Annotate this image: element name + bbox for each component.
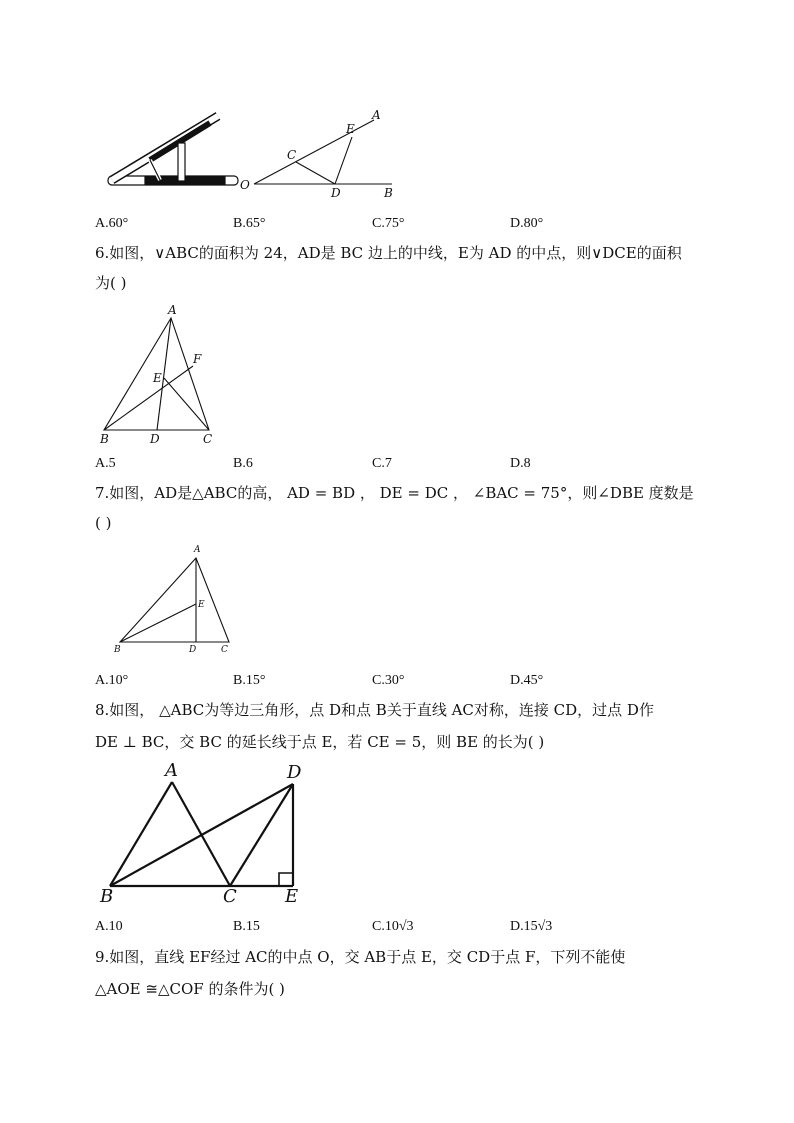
- q6-label-f: F: [193, 352, 202, 366]
- q7-label-e: E: [198, 600, 205, 610]
- q5-label-a: A: [372, 108, 381, 122]
- q6-label-b: B: [100, 432, 109, 446]
- q6-option-b[interactable]: B.6: [233, 456, 253, 471]
- q8-option-d[interactable]: D.15√3: [510, 919, 553, 934]
- q8-option-c[interactable]: C.10√3: [372, 919, 414, 934]
- q5-label-e: E: [346, 122, 355, 136]
- q8-option-b[interactable]: B.15: [233, 919, 260, 934]
- q6-stem-line1: 6.如图，∨ABC的面积为 24，AD是 BC 边上的中线，E为 AD 的中点，则∨DCE的面积: [95, 244, 682, 262]
- q7-option-b[interactable]: B.15°: [233, 673, 266, 688]
- q8-label-e: E: [285, 886, 299, 907]
- q8-label-a: A: [165, 760, 178, 781]
- q7-label-d: D: [189, 645, 197, 655]
- q7-option-a[interactable]: A.10°: [95, 673, 129, 688]
- q6-label-d: D: [150, 432, 160, 446]
- q6-option-a[interactable]: A.5: [95, 456, 116, 471]
- q7-stem-line2: ( ): [95, 514, 112, 532]
- q6-label-c: C: [203, 432, 213, 446]
- q5-option-c[interactable]: C.75°: [372, 216, 405, 231]
- q7-label-a: A: [194, 545, 201, 555]
- q8-option-a[interactable]: A.10: [95, 919, 123, 934]
- q6-stem-line2: 为( ): [95, 274, 127, 292]
- q7-option-d[interactable]: D.45°: [510, 673, 544, 688]
- q9-stem-line1: 9.如图，直线 EF经过 AC的中点 O，交 AB于点 E，交 CD于点 F，下列不能使: [95, 948, 626, 966]
- q6-option-c[interactable]: C.7: [372, 456, 392, 471]
- q5-option-d[interactable]: D.80°: [510, 216, 544, 231]
- q8-stem-line1: 8.如图， △ABC为等边三角形，点 D和点 B关于直线 AC对称，连接 CD，过点 D作: [95, 701, 654, 719]
- q8-stem-line2: DE ⊥ BC，交 BC 的延长线于点 E，若 CE = 5，则 BE 的长为( ): [95, 733, 545, 751]
- q7-option-c[interactable]: C.30°: [372, 673, 405, 688]
- q5-label-o: O: [240, 178, 250, 192]
- q8-label-c: C: [223, 886, 237, 907]
- q9-stem-line2: △AOE ≅△COF 的条件为( ): [95, 980, 285, 998]
- q5-label-b: B: [384, 186, 393, 200]
- q7-label-b: B: [114, 645, 121, 655]
- q7-label-c: C: [221, 645, 228, 655]
- q6-label-e: E: [153, 371, 162, 385]
- q6-label-a: A: [168, 303, 177, 317]
- q8-label-b: B: [100, 886, 114, 907]
- q7-stem-line1: 7.如图，AD是△ABC的高， AD = BD ， DE = DC ， ∠BAC = 75°，则∠DBE 度数是: [95, 484, 694, 502]
- q5-option-a[interactable]: A.60°: [95, 216, 129, 231]
- q5-option-b[interactable]: B.65°: [233, 216, 266, 231]
- q5-label-d: D: [331, 186, 341, 200]
- q6-option-d[interactable]: D.8: [510, 456, 531, 471]
- q8-label-d: D: [287, 762, 302, 783]
- q5-label-c: C: [287, 148, 297, 162]
